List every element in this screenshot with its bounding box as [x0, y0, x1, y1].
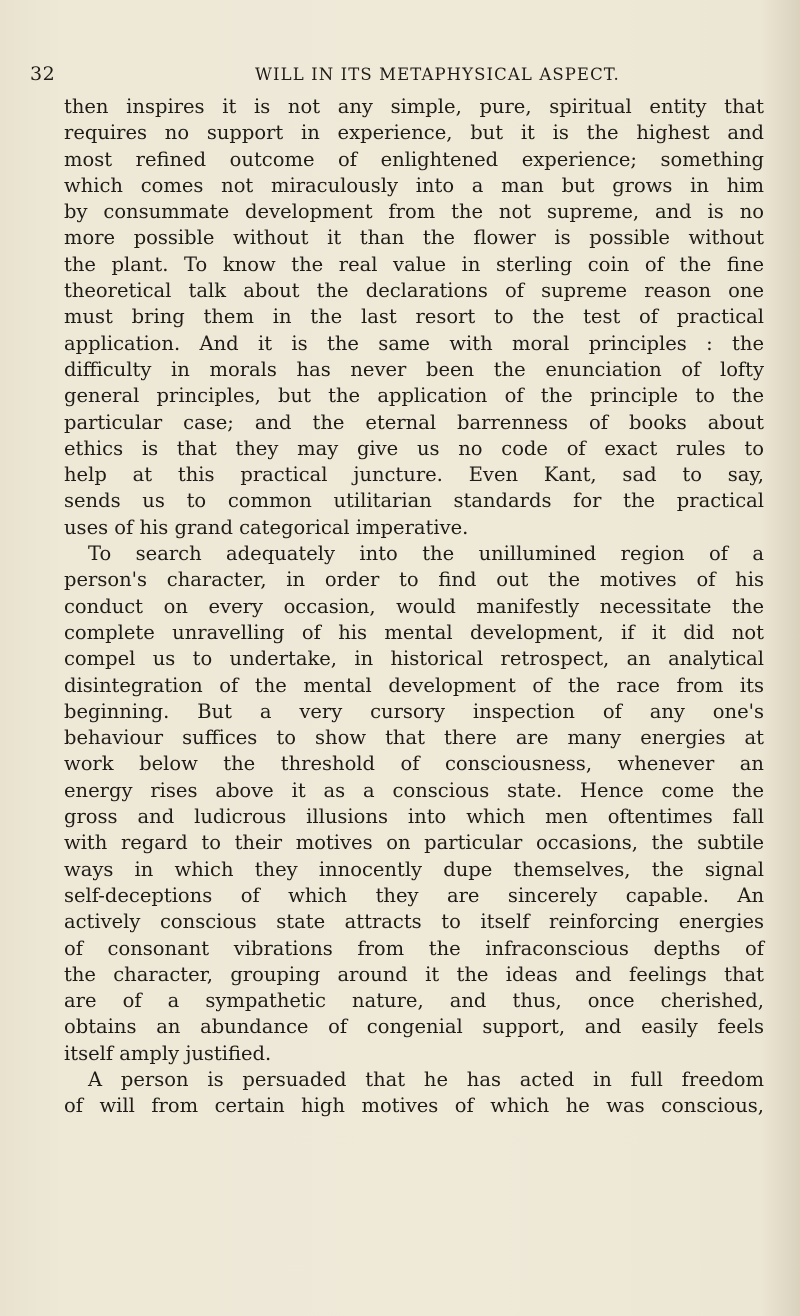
running-title: WILL IN ITS METAPHYSICAL ASPECT. [255, 65, 620, 84]
text-line: the plant. To know the real value in sterling coin of the fine [64, 252, 764, 276]
text-line: which comes not miraculously into a man but grows in him [64, 173, 764, 197]
text-line: are of a sympathetic nature, and thus, once cherished, [64, 989, 764, 1013]
text-line: ways in which they innocently dupe themselves, the signal [64, 857, 764, 881]
text-line: with regard to their motives on particular occasions, the subtile [64, 831, 764, 855]
text-line: actively conscious state attracts to itself reinforcing energies [64, 910, 764, 934]
text-line: disintegration of the mental development of the race from its [64, 673, 764, 697]
body-text [64, 94, 764, 1120]
text-line: must bring them in the last resort to the test of practical [64, 305, 764, 329]
text-line: work below the threshold of consciousness, whenever an [64, 752, 764, 776]
text-line: self-deceptions of which they are sincerely capable. An [64, 883, 764, 907]
text-line: general principles, but the application of the principle to the [64, 384, 764, 408]
text-line: energy rises above it as a conscious state. Hence come the [64, 778, 764, 802]
text-line: application. And it is the same with moral principles : the [64, 331, 764, 355]
text-line: of will from certain high motives of which he was conscious, [64, 1094, 764, 1118]
text-line: compel us to undertake, in historical retrospect, an analytical [64, 647, 764, 671]
text-line: by consummate development from the not supreme, and is no [64, 200, 764, 224]
paragraph-start-line: To search adequately into the unillumined region of a [88, 542, 764, 566]
text-line: then inspires it is not any simple, pure, spiritual entity that [64, 95, 764, 118]
text-line: requires no support in experience, but it is the highest and [64, 121, 764, 145]
page-number: 32 [30, 63, 56, 85]
text-line: obtains an abundance of congenial support, and easily feels [64, 1015, 764, 1039]
text-line: sends us to common utilitarian standards for the practical [64, 489, 764, 513]
text-line: the character, grouping around it the ideas and feelings that [64, 962, 764, 986]
text-line: behaviour suffices to show that there are many energies at [64, 726, 764, 750]
text-line: difficulty in morals has never been the enunciation of lofty [64, 357, 764, 381]
paragraph-start-line: A person is persuaded that he has acted in full freedom [88, 1067, 764, 1091]
text-line: complete unravelling of his mental development, if it did not [64, 620, 764, 644]
text-line: of consonant vibrations from the infraconscious depths of [64, 936, 764, 960]
text-line: beginning. But a very cursory inspection of any one's [64, 699, 764, 723]
text-line: person's character, in order to find out the motives of his [64, 568, 764, 592]
text-line: particular case; and the eternal barrenness of books about [64, 410, 764, 434]
paragraph-end-line: uses of his grand categorical imperative. [64, 515, 469, 539]
text-line: more possible without it than the flower is possible without [64, 226, 764, 250]
paragraph-end-line: itself amply justified. [64, 1041, 272, 1065]
text-line: theoretical talk about the declarations of supreme reason one [64, 279, 764, 303]
text-line: help at this practical juncture. Even Kant, sad to say, [64, 463, 764, 487]
text-line: most refined outcome of enlightened experience; something [64, 147, 764, 171]
text-line: gross and ludicrous illusions into which men oftentimes fall [64, 805, 764, 829]
text-line: conduct on every occasion, would manifestly necessitate the [64, 594, 764, 618]
text-line: ethics is that they may give us no code of exact rules to [64, 436, 764, 460]
